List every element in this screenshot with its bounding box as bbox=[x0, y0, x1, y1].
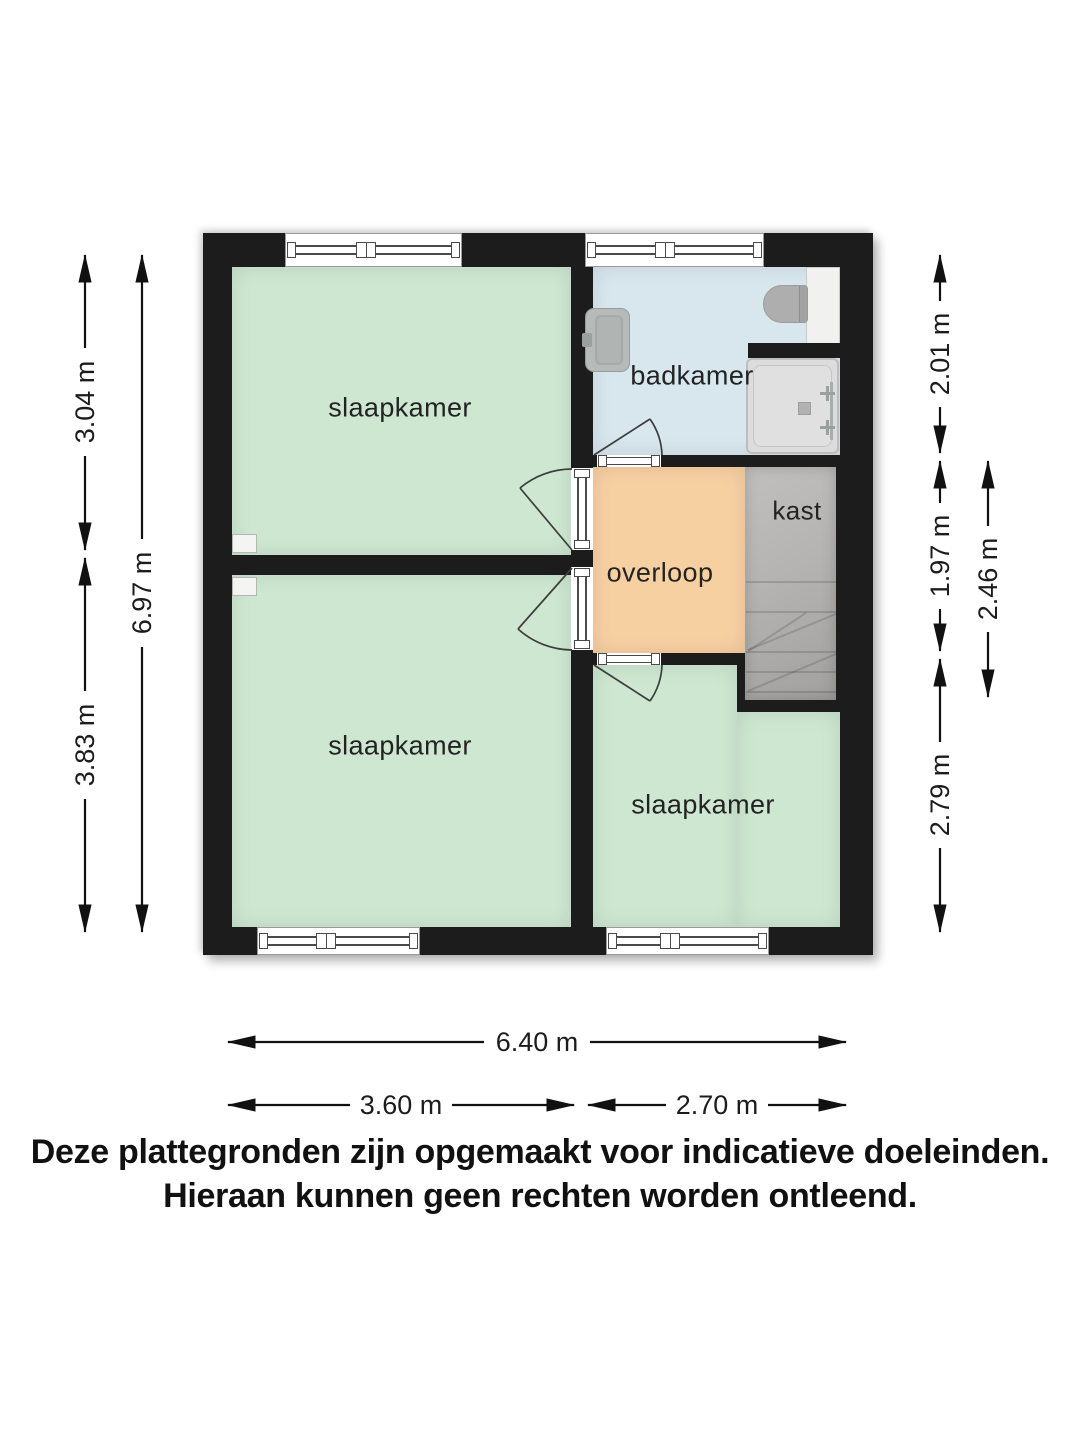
room-label-bedroom-top-left: slaapkamer bbox=[328, 392, 472, 423]
room-label-landing: overloop bbox=[606, 557, 714, 588]
dimension-label-right-middle: 1.97 m bbox=[925, 514, 955, 598]
window-bottom-right bbox=[606, 927, 769, 955]
room-label-bedroom-bottom-left: slaapkamer bbox=[328, 730, 472, 761]
door-opening-bathroom bbox=[597, 455, 661, 467]
dimension-label-right-bottom: 2.79 m bbox=[925, 753, 955, 837]
window-top-left bbox=[285, 233, 462, 267]
room-label-closet: kast bbox=[772, 495, 822, 526]
dimension-label-right-outer: 2.46 m bbox=[973, 537, 1003, 621]
room-label-bedroom-bottom-right: slaapkamer bbox=[631, 789, 775, 820]
disclaimer-line-1: Deze plattegronden zijn opgemaakt voor indicatieve doeleinden. bbox=[30, 1133, 1050, 1171]
dimension-label-left-bottom: 3.83 m bbox=[70, 703, 100, 787]
window-glazing bbox=[261, 936, 416, 946]
sink-fixture bbox=[585, 308, 630, 372]
wall-niche-top bbox=[232, 534, 257, 553]
bathroom-shower-wall bbox=[748, 343, 843, 358]
room-label-bathroom: badkamer bbox=[630, 360, 754, 391]
window-glazing bbox=[610, 936, 765, 946]
window-bottom-left bbox=[257, 927, 420, 955]
floor-plan bbox=[203, 233, 873, 955]
shower-valve-icon bbox=[820, 386, 835, 401]
door-opening-bedroom-top-left bbox=[571, 468, 593, 550]
dimension-label-right-top: 2.01 m bbox=[925, 312, 955, 396]
disclaimer-line-2: Hieraan kunnen geen rechten worden ontleend. bbox=[163, 1177, 917, 1215]
dimension-label-left-top: 3.04 m bbox=[70, 360, 100, 444]
dimension-label-bottom-right: 2.70 m bbox=[675, 1090, 759, 1120]
door-opening-bedroom-bottom-left bbox=[571, 567, 593, 650]
shower-valve-icon bbox=[820, 420, 835, 435]
disclaimer-text bbox=[0, 1130, 1080, 1218]
toilet-fixture bbox=[763, 285, 808, 323]
bathroom-duct bbox=[806, 267, 840, 344]
wall-niche-bottom bbox=[232, 577, 257, 596]
shower-fixture bbox=[746, 358, 839, 454]
dimension-label-left-total: 6.97 m bbox=[127, 551, 157, 635]
door-opening-bedroom-bottom-right bbox=[597, 653, 661, 665]
window-top-bathroom bbox=[585, 233, 764, 267]
dimension-label-bottom-total: 6.40 m bbox=[495, 1027, 579, 1057]
dimension-label-bottom-left: 3.60 m bbox=[359, 1090, 443, 1120]
